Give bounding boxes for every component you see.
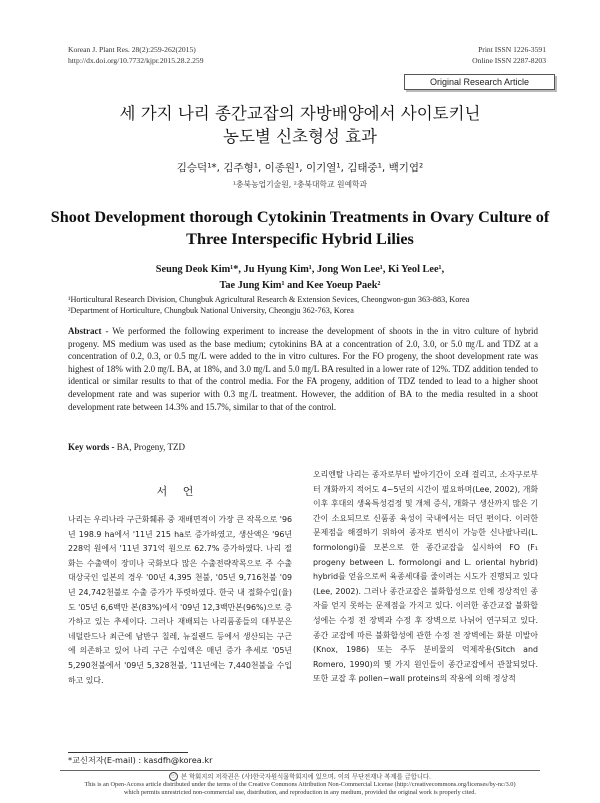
footer-divider xyxy=(60,770,540,771)
english-title-line1: Shoot Development thorough Cytokinin Treatments in Ovary Culture of xyxy=(50,208,550,226)
online-issn: Online ISSN 2287-8203 xyxy=(472,56,546,65)
print-issn: Print ISSN 1226-3591 xyxy=(478,45,546,54)
english-affiliation-2: ²Department of Horticulture, Chungbuk National University, Cheongju 362-763, Korea xyxy=(68,306,354,315)
abstract xyxy=(68,325,538,413)
journal-citation: Korean J. Plant Res. 28(2):259-262(2015) xyxy=(68,45,196,54)
doi-link[interactable]: http://dx.doi.org/10.7732/kjpr.2015.28.2.259 xyxy=(68,56,204,65)
keywords xyxy=(68,442,538,452)
footnote-divider xyxy=(68,752,188,753)
korean-affiliations: ¹충북농업기술원, ²충북대학교 원예학과 xyxy=(232,180,368,189)
abstract-text: - We performed the following experiment to increase the development of shoots in the in vitro culture of hybrid progeny. MS medium was used as the base medium; cytokinins BA at a concentration of 2.0, 3.0, or 5.0 ㎎/L and TDZ at a concentration of 0.2, 0.3, or 0.5 ㎎/L were added to the in vitro cultures. For the FO progeny, the shoot development rate was highest of 18% with 2.0 ㎎/L BA, at 18%, and 3.0 ㎎/L and 5.0 ㎎/L BA resulted in a lower rate of 12%. TDZ addition tended to identical or similar results to that of the control media. For the FA progeny, addition of TDZ tended to lead to a higher shoot development rate and was superior with 0.3 ㎎/L treatment. However, the addition of BA to the media resulted in a shoot development rate between 14.3% and 15.7%, similar to that of the control. xyxy=(68,326,538,412)
english-authors-line1: Seung Deok Kim¹*, Ju Hyung Kim¹, Jong Won Lee¹, Ki Yeol Lee¹, xyxy=(155,264,445,275)
license-line-2: which permits unrestricted non-commercial use, distribution, and reproduction in any medium, provided the original work is properly cited. xyxy=(123,789,476,796)
korean-title-line1: 세 가지 나리 종간교잡의 자방배양에서 사이토키닌 xyxy=(119,104,481,123)
korean-title-line2: 농도별 신초형성 효과 xyxy=(223,127,377,146)
copyright-text: 본 학회지의 저작권은 (사)한국자원식물학회지에 있으며, 이의 무단전재나 복제를 금합니다. xyxy=(181,773,431,781)
corresponding-author-footnote: *교신저자(E-mail) : kasdfh@korea.kr xyxy=(68,755,213,765)
intro-left-column: 나리는 우리나라 구근화훼류 중 재배면적이 가장 큰 작목으로 '96년 198.9 ha에서 '11년 215 ha로 증가하였고, 생산액은 '96년 228억 원에서 '11년 371억 원으로 62.7% 증가하였다. 나리 절화는 수출액이 장미나 국화보다 많은 수출전략작목으로 주 수출 대상국인 일본의 경우 '00년 4,395 천불, '05년 9,716천불 '09년 24,742천불로 수출 증가가 뚜렷하였다. 한국 내 절화수입(율)도 '05년 6,6백만 본(83%)에서 '09년 12,3백만본(96%)으로 증가하고 있는 추세이다. 그러나 재배되는 나리품종들의 대부분은 네덜란드나 최근에 남반구 칠레, 뉴질랜드 등에서 생산되는 구근에 의존하고 있어 나리 구근 수입액은 매년 증가 추세로 '05년 5,290천불에서 '09년 5,328천불, '11년에는 7,440천불을 수입하고 있다. xyxy=(68,515,292,685)
license-line-1: This is an Open-Access article distributed under the terms of the Creative Commons Attribution Non-Commercial License (http://creativecommons.org/licenses/by-nc/3.0) xyxy=(84,781,516,788)
english-authors-line2: Tae Jung Kim¹ and Kee Yoeup Paek² xyxy=(219,280,381,291)
intro-right-column: 오리엔탈 나리는 종자로부터 발아기간이 오래 걸리고, 소자구로부터 개화까지 적어도 4∼5년의 시간이 필요하며(Lee, 2002), 개화 이후 후대의 생육특성검정 및 개체 증식, 개화구 생산까지 많은 기간이 소요되므로 신품종 육성이 국내에서는 더딘 편이다. 이러한 문제점을 해결하기 위하여 종자로 번식이 가능한 신나팔나리(L. formolongi)를 모본으로 한 종간교잡을 실시하여 FO (F₁ progeny between L. formolongi and L. oriental hybrid) hybrid를 얻음으로써 육종세대를 줄이려는 시도가 진행되고 있다(Lee, 2002). 그러나 종간교잡은 불화합성으로 인해 정상적인 종자를 얻지 못하는 문제점을 가지고 있다. 이러한 종간교잡 불화합성에는 수정 전 장벽과 수정 후 장벽으로 나뉘어 연구되고 있다. 종간 교잡에 따른 불화합성에 관한 수정 전 장벽에는 화분 미발아(Knox, 1986) 또는 주두 분비물의 억제작용(Sitch and Romero, 1990)의 몇 가지 원인들이 종간교잡에서 관찰되었다. 또한 교잡 후 pollen−wall proteins의 작용에 의해 정상적 xyxy=(313,470,538,684)
section-heading-introduction: 서 언 xyxy=(156,485,200,498)
article-type-badge: Original Research Article xyxy=(404,74,555,90)
english-title-line2: Three Interspecific Hybrid Lilies xyxy=(186,230,414,248)
abstract-label: Abstract xyxy=(68,326,102,336)
keywords-label: Key words - xyxy=(68,442,117,452)
english-affiliation-1: ¹Horticultural Research Division, Chungbuk Agricultural Research & Extension Sevices, Cheongwon-gun 363-883, Korea xyxy=(68,295,470,304)
keywords-text: BA, Progeny, TZD xyxy=(116,442,185,452)
korean-authors: 김승덕¹*, 김주형¹, 이종원¹, 이기열¹, 김태중¹, 백기엽² xyxy=(176,162,424,174)
copyright-icon: ⓒ xyxy=(170,773,176,779)
